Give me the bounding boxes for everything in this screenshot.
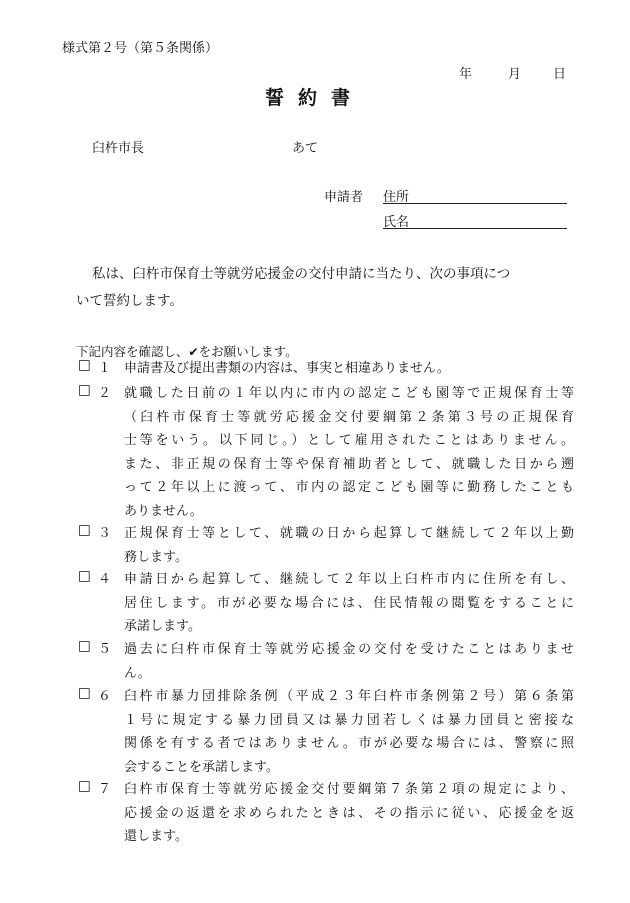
document-title: 誓約書 [265, 87, 365, 109]
checkbox-5[interactable]: □ [78, 638, 91, 654]
item-line: って２年以上に渡って、市内の認定こども園等に勤務したことも [124, 480, 574, 495]
checkbox-4[interactable]: □ [78, 568, 91, 584]
item-line: 応援金の返還を求められたときは、その指示に従い、応援金を返 [124, 805, 574, 821]
intro-paragraph [76, 261, 576, 315]
name-label: 氏名 [383, 215, 410, 230]
item-line: 正規保育士等として、就職の日から起算して継続して２年以上勤 [124, 526, 574, 541]
item-text [124, 357, 574, 381]
date-day-label: 日 [553, 67, 567, 82]
item-text [124, 778, 574, 849]
item-line: 関係を有する者ではありません。市が必要な場合には、警察に照 [124, 736, 574, 751]
form-number: 様式第２号（第５条関係） [62, 41, 219, 56]
date-month-label: 月 [508, 67, 522, 82]
item-number: １ [98, 361, 112, 376]
addressee: 臼杵市長 [92, 141, 145, 156]
item-line: 臼杵市保育士等就労応援金交付要綱第７条第２項の規定により、 [124, 782, 574, 797]
item-line: （臼杵市保育士等就労応援金交付要綱第２条第３号の正規保育 [124, 409, 574, 425]
item-line: 申請書及び提出書類の内容は、事実と相違ありません。 [124, 361, 450, 376]
item-text [124, 568, 574, 639]
instruction-text-before: 下記内容を確認し、 [76, 344, 189, 359]
item-number: ７ [98, 782, 112, 797]
item-number: ４ [98, 572, 112, 587]
item-line: また、非正規の保育士等や保育補助者として、就職した日から遡 [124, 456, 574, 472]
item-line: 務します。 [124, 549, 188, 565]
item-number: ２ [98, 386, 112, 401]
checkbox-2[interactable]: □ [78, 382, 91, 398]
item-line: 過去に臼杵市保育士等就労応援金の交付を受けたことはありませ [124, 642, 574, 657]
checkbox-1[interactable]: □ [78, 357, 91, 373]
item-text [124, 685, 574, 779]
instruction-text-after: をお願いします。 [198, 344, 298, 359]
checkbox-6[interactable]: □ [78, 685, 91, 701]
item-number: ５ [98, 642, 112, 657]
addressee-suffix: あて [292, 141, 319, 156]
item-number: ６ [98, 689, 112, 704]
item-line: ありません。 [124, 503, 203, 519]
checkbox-7[interactable]: □ [78, 778, 91, 794]
item-line: 居住します。市が必要な場合には、住民情報の閲覧をすることに [124, 595, 574, 611]
item-line: １号に規定する暴力団員又は暴力団若しくは暴力団員と密接な [124, 712, 574, 728]
intro-line-2: いて誓約します。 [76, 293, 183, 309]
item-line: ん。 [124, 665, 151, 681]
item-line: 会することを承諾します。 [124, 759, 279, 775]
item-text [124, 382, 574, 523]
intro-line-1: 私は、臼杵市保育士等就労応援金の交付申請に当たり、次の事項につ [92, 266, 511, 282]
applicant-label: 申請者 [324, 190, 364, 205]
date-year-label: 年 [459, 67, 473, 82]
item-line: 士等をいう。以下同じ。）として雇用されたことはありません。 [124, 433, 574, 448]
item-line: 承諾します。 [124, 619, 201, 634]
item-line: 申請日から起算して、継続して２年以上臼杵市内に住所を有し、 [124, 572, 574, 587]
item-line: 就職した日前の１年以内に市内の認定こども園等で正規保育士等 [124, 386, 574, 401]
address-label: 住所 [383, 190, 410, 205]
name-field-line[interactable] [383, 228, 567, 229]
item-text [124, 522, 574, 569]
item-number: ３ [98, 526, 112, 541]
item-line: 臼杵市暴力団排除条例（平成２３年臼杵市条例第２号）第６条第 [124, 689, 574, 704]
check-mark-icon: ✔ [188, 345, 199, 359]
address-field-line[interactable] [383, 203, 567, 204]
item-line: 還します。 [124, 829, 188, 844]
item-text [124, 638, 574, 685]
checkbox-3[interactable]: □ [78, 522, 91, 538]
